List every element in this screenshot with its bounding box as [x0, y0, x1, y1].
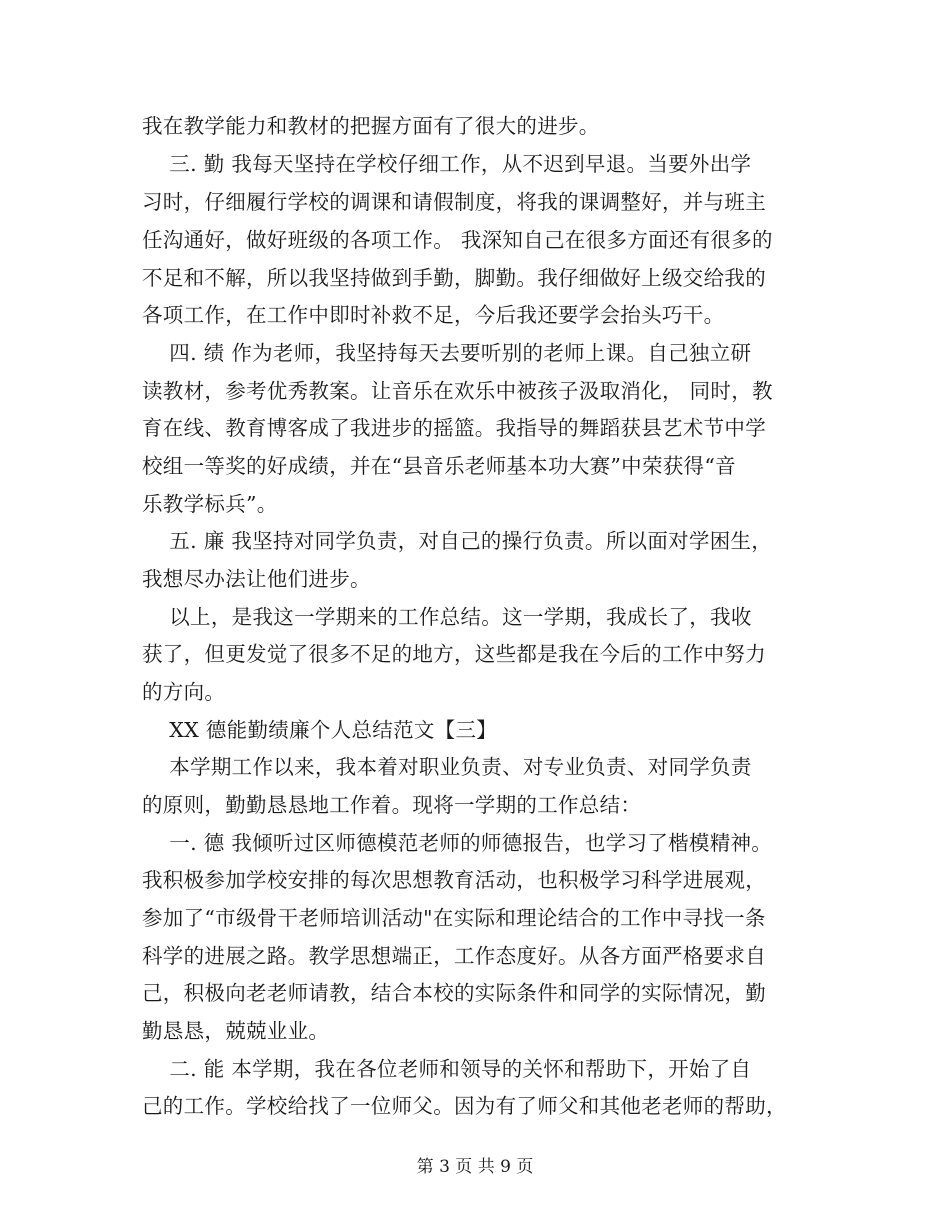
text-line: 我想尽办法让他们进步。: [142, 567, 371, 591]
text-line: 本学期工作以来，我本着对职业负责、对专业负责、对同学负责: [142, 755, 752, 779]
text-line: 科学的进展之路。教学思想端正，工作态度好。从各方面严格要求自: [142, 944, 766, 968]
page-number-footer: 第 3 页 共 9 页: [416, 1157, 534, 1177]
text-line: 乐教学标兵”。: [142, 492, 278, 516]
text-line: 各项工作，在工作中即时补救不足，今后我还要学会抬头巧干。: [142, 303, 725, 327]
text-line: 习时，仔细履行学校的调课和请假制度，将我的课调整好，并与班主: [142, 190, 766, 214]
text-line: 我积极参加学校安排的每次思想教育活动，也积极学习科学进展观，: [142, 868, 766, 892]
text-line: 不足和不解，所以我坚持做到手勤，脚勤。我仔细做好上级交给我的: [142, 266, 766, 290]
text-line: 勤恳恳，兢兢业业。: [142, 1019, 330, 1043]
text-line: 己，积极向老老师请教，结合本校的实际条件和同学的实际情况，勤: [142, 981, 766, 1005]
text-line: 校组一等奖的好成绩，并在“县音乐老师基本功大赛”中荣获得“音: [142, 454, 736, 478]
text-line: 我在教学能力和教材的把握方面有了很大的进步。: [142, 114, 600, 138]
text-line: 五. 廉 我坚持对同学负责，对自己的操行负责。所以面对学困生，: [142, 529, 773, 553]
text-line: 三. 勤 我每天坚持在学校仔细工作，从不迟到早退。当要外出学: [142, 152, 752, 176]
section-heading: XX 德能勤绩廉个人总结范文【三】: [142, 718, 498, 742]
text-line: 的原则，勤勤恳恳地工作着。现将一学期的工作总结：: [142, 793, 642, 817]
text-line: 任沟通好，做好班级的各项工作。 我深知自己在很多方面还有很多的: [142, 228, 773, 252]
text-line: 获了，但更发觉了很多不足的地方，这些都是我在今后的工作中努力: [142, 642, 766, 666]
text-line: 二. 能 本学期，我在各位老师和领导的关怀和帮助下，开始了自: [142, 1057, 752, 1081]
text-line: 一. 德 我倾听过区师德模范老师的师德报告，也学习了楷模精神。: [142, 831, 773, 855]
text-line: 以上，是我这一学期来的工作总结。这一学期，我成长了，我收: [142, 605, 752, 629]
text-line: 己的工作。学校给找了一位师父。因为有了师父和其他老老师的帮助，: [142, 1094, 787, 1118]
text-line: 参加了“市级骨干老师培训活动"在实际和理论结合的工作中寻找一条: [142, 906, 766, 930]
text-line: 读教材，参考优秀教案。让音乐在欢乐中被孩子汲取消化， 同时，教: [142, 379, 773, 403]
text-line: 的方向。: [142, 680, 226, 704]
text-line: 育在线、教育博客成了我进步的摇篮。我指导的舞蹈获县艺术节中学: [142, 416, 766, 440]
text-line: 四. 绩 作为老师，我坚持每天去要听别的老师上课。自己独立研: [142, 341, 752, 365]
